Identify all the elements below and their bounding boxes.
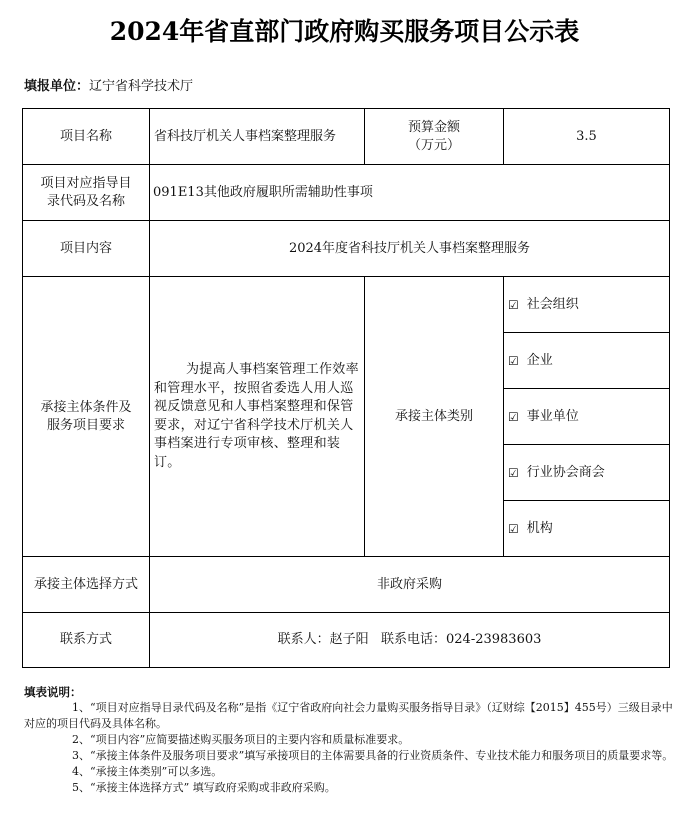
contact-value: 联系人：赵子阳 联系电话：024-23983603 [277, 632, 542, 647]
instruction-item: 5、“承接主体选择方式” 填写政府采购或非政府采购。 [72, 781, 336, 794]
project-name-label: 项目名称 [59, 128, 112, 144]
filing-unit-label: 填报单位： [24, 79, 90, 94]
budget-label-line2: （万元） [407, 137, 460, 153]
entity-type-label: 承接主体类别 [394, 408, 473, 424]
checkbox-checked-icon[interactable]: ☑ [508, 465, 519, 480]
entity-option-industry-association[interactable] [504, 445, 669, 500]
instruction-item: 1、“项目对应指导目录代码及名称”是指《辽宁省政府向社会力量购买服务指导目录》（辽财综【2015】455号）三级目录中对应的项目代码及具体名称。 [24, 701, 673, 730]
project-name-value: 省科技厅机关人事档案整理服务 [154, 128, 337, 144]
requirements-label [23, 277, 149, 556]
filing-unit [24, 75, 193, 94]
instruction-item: 3、“承接主体条件及服务项目要求”填写承接项目的主体需要具备的行业资质条件、专业技术能力和服务项目的质量要求等。 [72, 749, 674, 762]
project-table [22, 108, 670, 668]
entity-option-public-institution[interactable] [504, 389, 669, 444]
content-value: 2024年度省科技厅机关人事档案整理服务 [288, 240, 531, 256]
requirements-value-cell [150, 277, 364, 556]
requirements-label-line2: 服务项目要求 [46, 417, 125, 433]
entity-option-label: 机构 [526, 520, 553, 536]
instruction-item: 4、“承接主体类别”可以多选。 [72, 765, 223, 778]
budget-label-line1: 预算金额 [407, 119, 460, 135]
catalog-value: 091E13其他政府履职所需辅助性事项 [153, 184, 373, 200]
instruction-item: 2、“项目内容”应简要描述购买服务项目的主要内容和质量标准要求。 [72, 733, 410, 746]
entity-option-label: 行业协会商会 [526, 464, 605, 480]
catalog-label-line2: 录代码及名称 [46, 193, 125, 209]
instructions-title: 填表说明： [24, 685, 82, 699]
checkbox-checked-icon[interactable]: ☑ [508, 521, 519, 536]
page-title: 2024年省直部门政府购买服务项目公示表 [109, 17, 580, 46]
budget-value: 3.5 [576, 128, 597, 144]
requirements-value: 为提高人事档案管理工作效率和管理水平，按照省委选人用人巡视反馈意见和人事档案整理和保管要求，对辽宁省科学技术厅机关人事档案进行专项审核、整理和装订。 [154, 362, 359, 470]
entity-option-institution[interactable] [504, 501, 669, 556]
budget-label [365, 109, 503, 164]
filling-instructions [24, 684, 674, 796]
checkbox-checked-icon[interactable]: ☑ [508, 353, 519, 368]
entity-option-label: 事业单位 [526, 408, 579, 424]
content-label: 项目内容 [59, 240, 112, 256]
entity-option-enterprise[interactable] [504, 333, 669, 388]
entity-option-label: 社会组织 [526, 296, 579, 312]
catalog-label [23, 165, 149, 220]
checkbox-checked-icon[interactable]: ☑ [508, 297, 519, 312]
requirements-label-line1: 承接主体条件及 [40, 399, 132, 415]
entity-option-label: 企业 [526, 352, 553, 368]
filing-unit-value: 辽宁省科学技术厅 [89, 79, 194, 94]
contact-label: 联系方式 [59, 632, 112, 647]
selection-method-value: 非政府采购 [376, 576, 442, 592]
checkbox-checked-icon[interactable]: ☑ [508, 409, 519, 424]
entity-option-social-org[interactable] [504, 277, 669, 332]
catalog-label-line1: 项目对应指导目 [40, 175, 132, 191]
selection-method-label: 承接主体选择方式 [33, 576, 138, 592]
